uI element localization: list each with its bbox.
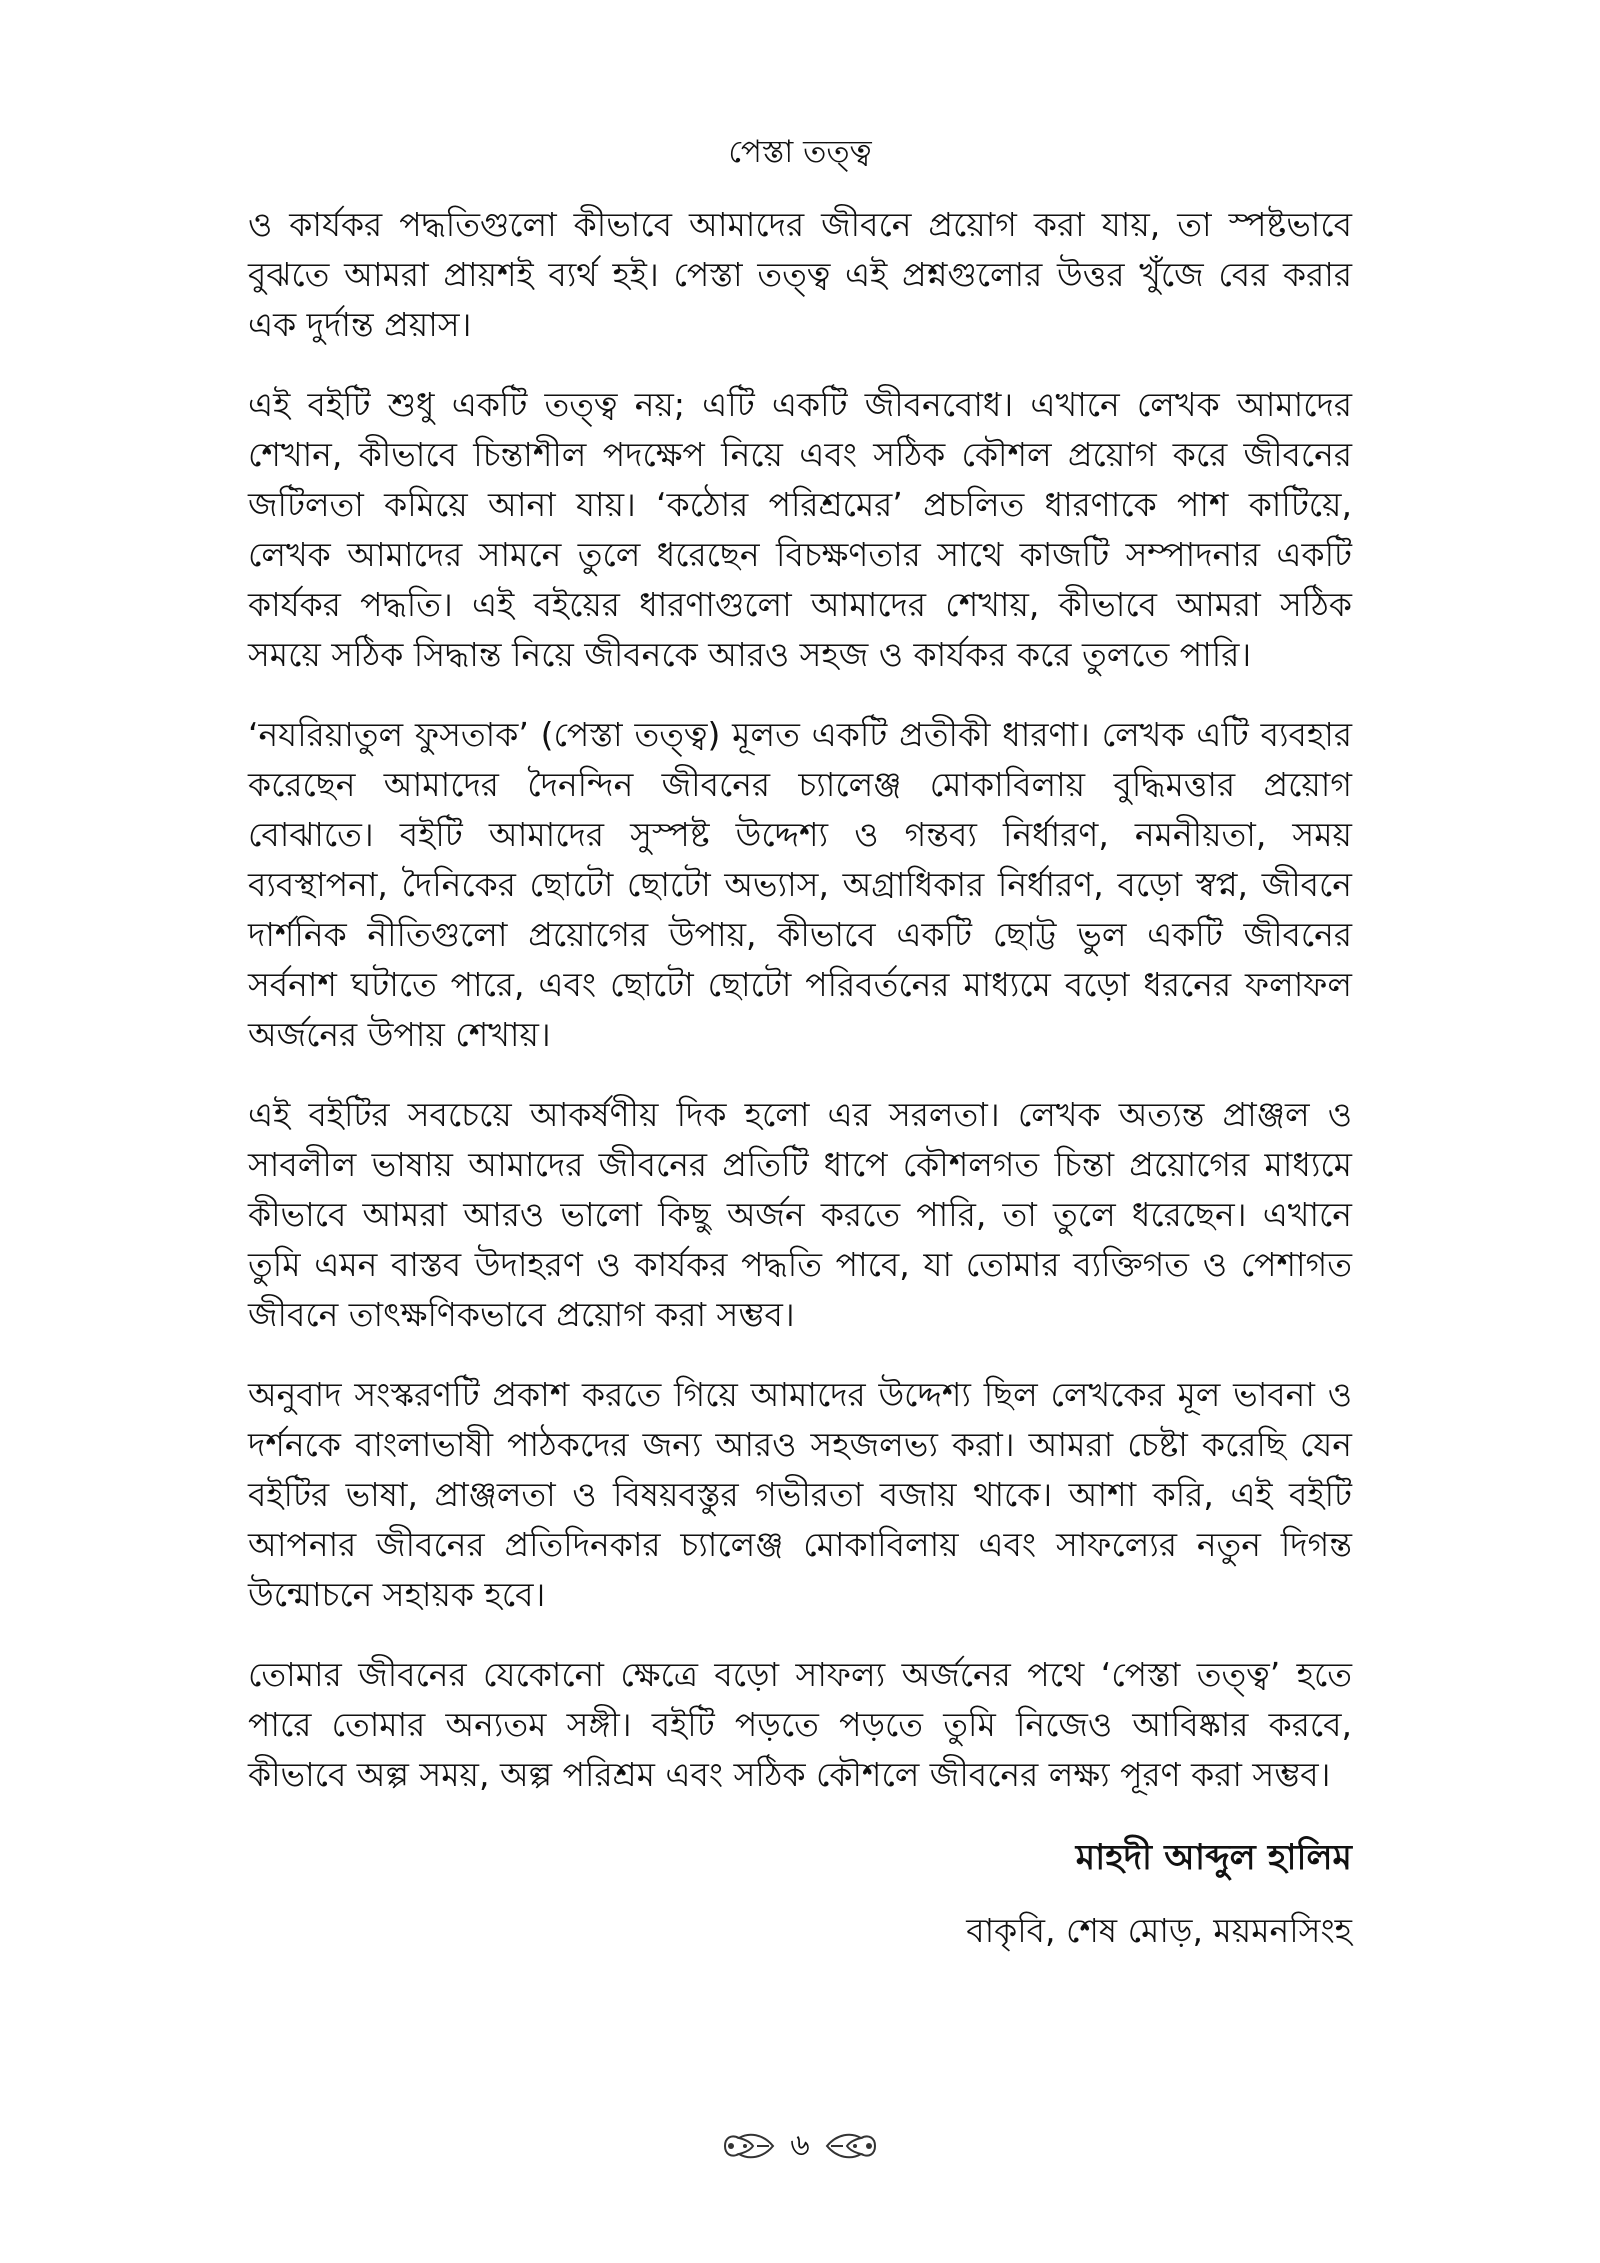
page-number: ৬ [790, 2128, 810, 2163]
page-footer [0, 2128, 1600, 2164]
paragraph-5: অনুবাদ সংস্করণটি প্রকাশ করতে গিয়ে আমাদের উদ্দেশ্য ছিল লেখকের মূল ভাবনা ও দর্শনকে বাংলাভাষী পাঠকদের জন্য আরও সহজলভ্য করা। আমরা চেষ্টা করেছি যেন বইটির ভাষা, প্রাঞ্জলতা ও বিষয়বস্তুর গভীরতা বজায় থাকে। আশা করি, এই বইটি আপনার জীবনের প্রতিদিনকার চ্যালেঞ্জ মোকাবিলায় এবং সাফল্যের নতুন দিগন্ত উন্মোচনে সহায়ক হবে। [248, 1375, 1352, 1614]
paragraph-3: ‘নযরিয়াতুল ফুসতাক’ (পেস্তা তত্ত্ব) মূলত একটি প্রতীকী ধারণা। লেখক এটি ব্যবহার করেছেন আমাদের দৈনন্দিন জীবনের চ্যালেঞ্জ মোকাবিলায় বুদ্ধিমত্তার প্রয়োগ বোঝাতে। বইটি আমাদের সুস্পষ্ট উদ্দেশ্য ও গন্তব্য নির্ধারণ, নমনীয়তা, সময় ব্যবস্থাপনা, দৈনিকের ছোটো ছোটো অভ্যাস, অগ্রাধিকার নির্ধারণ, বড়ো স্বপ্ন, জীবনে দার্শনিক নীতিগুলো প্রয়োগের উপায়, কীভাবে একটি ছোট্ট ভুল একটি জীবনের সর্বনাশ ঘটাতে পারে, এবং ছোটো ছোটো পরিবর্তনের মাধ্যমে বড়ো ধরনের ফলাফল অর্জনের উপায় শেখায়। [248, 715, 1352, 1054]
paragraph-6: তোমার জীবনের যেকোনো ক্ষেত্রে বড়ো সাফল্য অর্জনের পথে ‘পেস্তা তত্ত্ব’ হতে পারে তোমার অন্যতম সঙ্গী। বইটি পড়তে পড়তে তুমি নিজেও আবিষ্কার করবে, কীভাবে অল্প সময়, অল্প পরিশ্রম এবং সঠিক কৌশলে জীবনের লক্ষ্য পূরণ করা সম্ভব। [248, 1655, 1352, 1794]
paragraph-4: এই বইটির সবচেয়ে আকর্ষণীয় দিক হলো এর সরলতা। লেখক অত্যন্ত প্রাঞ্জল ও সাবলীল ভাষায় আমাদের জীবনের প্রতিটি ধাপে কৌশলগত চিন্তা প্রয়োগের মাধ্যমে কীভাবে আমরা আরও ভালো কিছু অর্জন করতে পারি, তা তুলে ধরেছেন। এখানে তুমি এমন বাস্তব উদাহরণ ও কার্যকর পদ্ধতি পাবে, যা তোমার ব্যক্তিগত ও পেশাগত জীবনে তাৎক্ষণিকভাবে প্রয়োগ করা সম্ভব। [248, 1095, 1352, 1334]
paragraph-2: এই বইটি শুধু একটি তত্ত্ব নয়; এটি একটি জীবনবোধ। এখানে লেখক আমাদের শেখান, কীভাবে চিন্তাশীল পদক্ষেপ নিয়ে এবং সঠিক কৌশল প্রয়োগ করে জীবনের জটিলতা কমিয়ে আনা যায়। ‘কঠোর পরিশ্রমের’ প্রচলিত ধারণাকে পাশ কাটিয়ে, লেখক আমাদের সামনে তুলে ধরেছেন বিচক্ষণতার সাথে কাজটি সম্পাদনার একটি কার্যকর পদ্ধতি। এই বইয়ের ধারণাগুলো আমাদের শেখায়, কীভাবে আমরা সঠিক সময়ে সঠিক সিদ্ধান্ত নিয়ে জীবনকে আরও সহজ ও কার্যকর করে তুলতে পারি। [248, 385, 1352, 674]
running-header: পেস্তা তত্ত্ব [728, 134, 872, 170]
page-body [248, 200, 1352, 1956]
right-ornament-icon [825, 2128, 879, 2164]
author-address: বাকৃবি, শেষ মোড়, ময়মনসিংহ [966, 1911, 1352, 1950]
paragraph-1: ও কার্যকর পদ্ধতিগুলো কীভাবে আমাদের জীবনে প্রয়োগ করা যায়, তা স্পষ্টভাবে বুঝতে আমরা প্রায়শই ব্যর্থ হই। পেস্তা তত্ত্ব এই প্রশ্নগুলোর উত্তর খুঁজে বের করার এক দুর্দান্ত প্রয়াস। [248, 205, 1352, 344]
left-ornament-icon [721, 2128, 775, 2164]
author-signature: মাহদী আব্দুল হালিম [1075, 1838, 1352, 1878]
